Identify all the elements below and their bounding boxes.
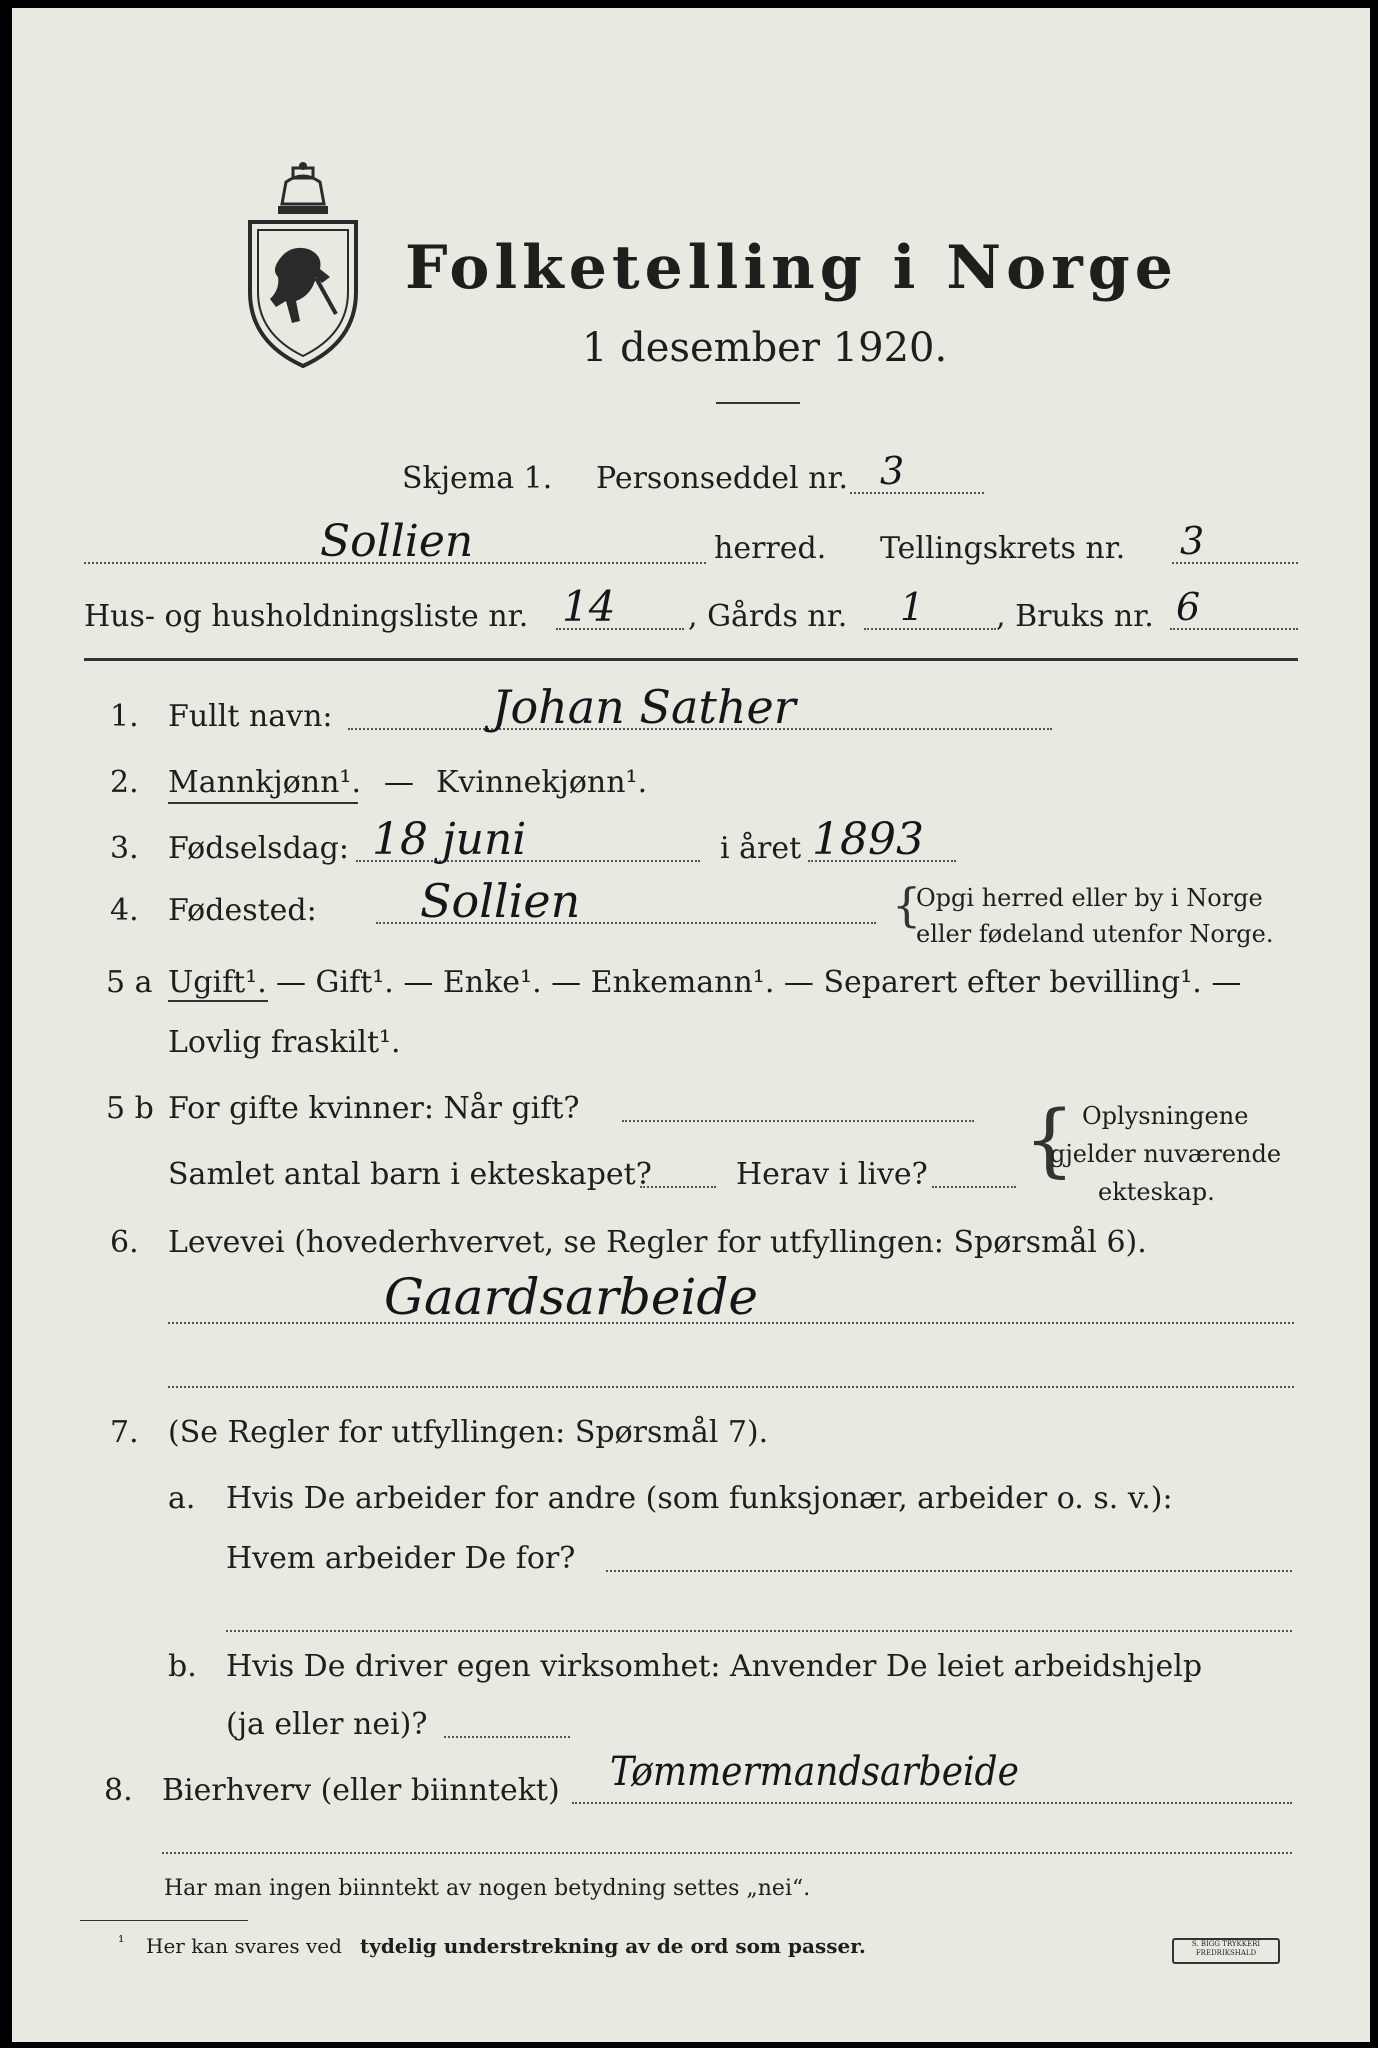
q7b-text: Hvis De driver egen virksomhet: Anvender De leiet arbeidshjelp bbox=[226, 1649, 1203, 1684]
side-income-field-line2[interactable] bbox=[162, 1852, 1292, 1854]
q7-label: (Se Regler for utfyllingen: Spørsmål 7). bbox=[168, 1415, 769, 1450]
q5b-children-label: Samlet antal barn i ekteskapet? bbox=[168, 1157, 652, 1192]
coat-of-arms-icon bbox=[238, 160, 368, 370]
q4-note-line2: eller fødeland utenfor Norge. bbox=[916, 920, 1274, 948]
skjema-label: Skjema 1. bbox=[402, 461, 553, 496]
q5b-note-line2: gjelder nuværende bbox=[1050, 1140, 1282, 1168]
q2-separator: — bbox=[384, 765, 414, 800]
q7-number: 7. bbox=[110, 1415, 139, 1450]
side-income-value: Tømmermandsarbeide bbox=[610, 1749, 1019, 1795]
q4-label: Fødested: bbox=[168, 893, 317, 928]
page-title: Folketelling i Norge bbox=[405, 233, 1178, 303]
q6-number: 6. bbox=[110, 1225, 139, 1260]
bruks-value: 6 bbox=[1176, 585, 1201, 629]
occupation-value: Gaardsarbeide bbox=[384, 1268, 759, 1326]
header-divider bbox=[716, 402, 800, 404]
q2-number: 2. bbox=[110, 765, 139, 800]
q6-label: Levevei (hovederhvervet, se Regler for utfyllingen: Spørsmål 6). bbox=[168, 1225, 1147, 1260]
side-income-field[interactable] bbox=[572, 1802, 1292, 1804]
q3-year-label: i året bbox=[720, 831, 802, 866]
q7a-employer-label: Hvem arbeider De for? bbox=[226, 1541, 576, 1576]
employer-field-line1[interactable] bbox=[606, 1570, 1292, 1572]
employer-field-line2[interactable] bbox=[226, 1630, 1292, 1632]
q5a-number: 5 a bbox=[106, 965, 153, 1000]
hired-help-field[interactable] bbox=[444, 1736, 570, 1738]
full-name-value: Johan Sather bbox=[492, 680, 796, 734]
printer-stamp-text: S. BIGG TRYKKERI FREDRIKSHALD bbox=[1191, 1940, 1261, 1957]
tellingskrets-label: Tellingskrets nr. bbox=[880, 531, 1126, 566]
q5b-number: 5 b bbox=[106, 1091, 154, 1126]
footnote-divider bbox=[80, 1920, 248, 1921]
gards-value: 1 bbox=[900, 585, 925, 629]
marital-ugift-option[interactable]: Ugift¹. bbox=[168, 965, 267, 1000]
marital-other-options[interactable]: — Gift¹. — Enke¹. — Enkemann¹. — Separert efter bevilling¹. — bbox=[276, 965, 1242, 1000]
census-date: 1 desember 1920. bbox=[582, 325, 948, 371]
husliste-value: 14 bbox=[562, 582, 616, 631]
herred-label: herred. bbox=[714, 531, 827, 566]
marital-fraskilt-option[interactable]: Lovlig fraskilt¹. bbox=[168, 1025, 401, 1060]
male-underline-mark bbox=[168, 802, 358, 804]
q3-label: Fødselsdag: bbox=[168, 831, 349, 866]
gender-male-option[interactable]: Mannkjønn¹. bbox=[168, 765, 361, 800]
birth-year-value: 1893 bbox=[812, 814, 924, 865]
ugift-underline-mark bbox=[168, 1000, 268, 1002]
personseddel-value: 3 bbox=[880, 449, 905, 493]
occupation-field-line2[interactable] bbox=[168, 1386, 1294, 1388]
personseddel-label: Personseddel nr. bbox=[596, 461, 849, 496]
q5b-note-line1: Oplysningene bbox=[1082, 1102, 1249, 1130]
tellingskrets-value: 3 bbox=[1180, 519, 1205, 563]
q3-number: 3. bbox=[110, 831, 139, 866]
section-divider bbox=[84, 658, 1298, 661]
q8-number: 8. bbox=[104, 1773, 133, 1808]
q8-label: Bierhverv (eller biinntekt) bbox=[162, 1773, 560, 1808]
children-alive-field[interactable] bbox=[932, 1186, 1016, 1188]
birthplace-value: Sollien bbox=[420, 874, 581, 928]
gender-female-option[interactable]: Kvinnekjønn¹. bbox=[436, 765, 648, 800]
q4-note-line1: Opgi herred eller by i Norge bbox=[916, 884, 1263, 912]
q5b-note-line3: ekteskap. bbox=[1098, 1178, 1215, 1206]
q4-number: 4. bbox=[110, 893, 139, 928]
q5b-brace: { bbox=[1024, 1093, 1075, 1186]
herred-value: Sollien bbox=[320, 516, 474, 567]
footnote-text: Her kan svares ved bbox=[146, 1934, 342, 1958]
footnote-bold-text: tydelig understrekning av de ord som passer. bbox=[360, 1934, 866, 1958]
nei-note: Har man ingen biinntekt av nogen betydning settes „nei“. bbox=[164, 1876, 811, 1901]
husliste-label: Hus- og husholdningsliste nr. bbox=[84, 599, 529, 634]
children-total-field[interactable] bbox=[640, 1186, 716, 1188]
q7a-text: Hvis De arbeider for andre (som funksjonær, arbeider o. s. v.): bbox=[226, 1481, 1173, 1516]
bruks-label: , Bruks nr. bbox=[996, 599, 1154, 634]
married-when-field[interactable] bbox=[622, 1120, 974, 1122]
q7a-letter: a. bbox=[168, 1481, 196, 1516]
q7b-letter: b. bbox=[168, 1649, 197, 1684]
gards-label: , Gårds nr. bbox=[688, 599, 848, 634]
q5b-alive-label: Herav i live? bbox=[736, 1157, 928, 1192]
birthday-value: 18 juni bbox=[372, 814, 527, 865]
footnote-mark: ¹ bbox=[118, 1932, 125, 1951]
q5b-label: For gifte kvinner: Når gift? bbox=[168, 1091, 580, 1126]
personseddel-field[interactable] bbox=[850, 492, 984, 494]
q7b-ja-nei-label: (ja eller nei)? bbox=[226, 1707, 428, 1742]
gards-field[interactable] bbox=[864, 628, 996, 630]
q1-number: 1. bbox=[110, 699, 139, 734]
q1-label: Fullt navn: bbox=[168, 699, 333, 734]
occupation-field-line1[interactable] bbox=[168, 1322, 1294, 1324]
q4-brace: { bbox=[892, 878, 922, 932]
printer-stamp bbox=[1172, 1938, 1280, 1964]
